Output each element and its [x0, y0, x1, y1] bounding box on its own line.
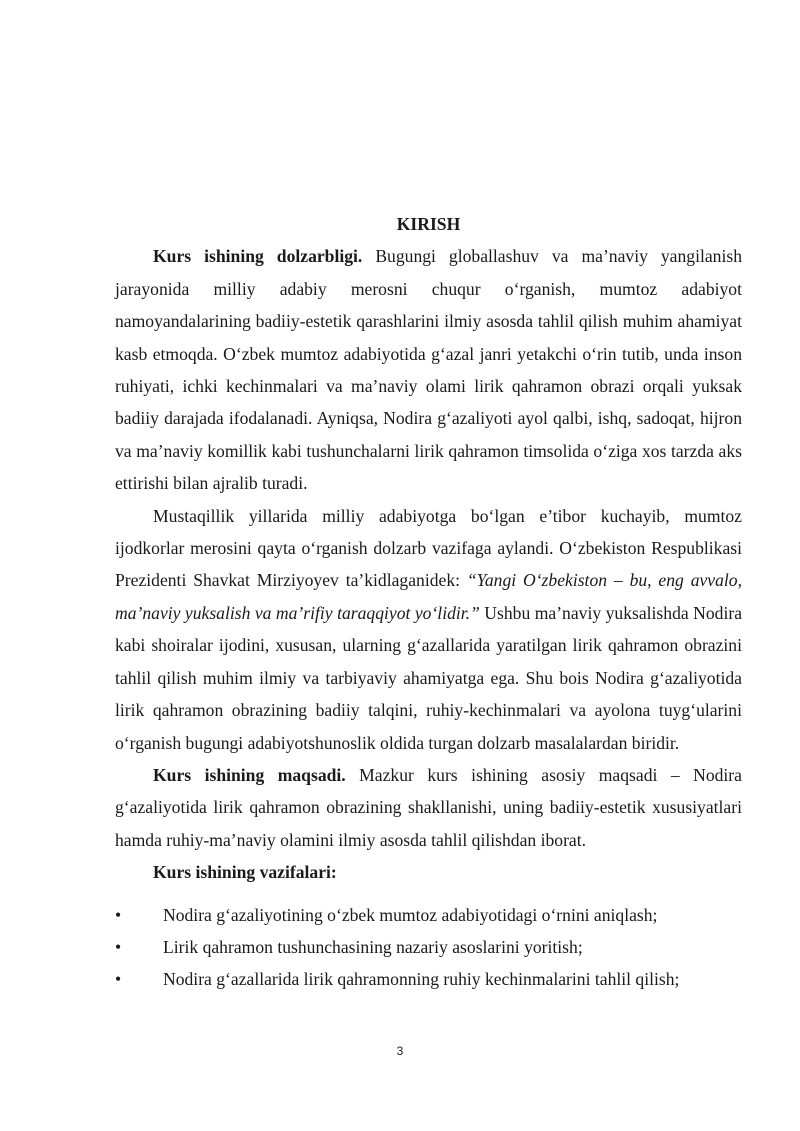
context-text-after: Ushbu ma’naviy yuksalishda Nodira kabi shoiralar ijodini, xususan, ularning g‘azallarida yaratilgan lirik qahramon obrazini tahlil qilish muhim ilmiy va tarbiyaviy ahamiyatga ega. Shu bois Nodira g‘azaliyotida lirik qahramon obrazining badiiy talqini, ruhiy-kechinmalari va ayolona tuyg‘ularini o‘rganish bugungi adabiyotshunoslik oldida turgan dolzarb masalalardan biridir. [115, 602, 742, 753]
list-item [115, 963, 742, 995]
task-text: Nodira g‘azallarida lirik qahramonning ruhiy kechinmalarini tahlil qilish; [163, 969, 680, 990]
goal-label: Kurs ishining maqsadi. [153, 764, 346, 785]
task-text: Lirik qahramon tushunchasining nazariy asoslarini yoritish; [163, 936, 583, 957]
page-number: 3 [396, 1044, 404, 1058]
bullet-icon: • [115, 904, 122, 925]
tasks-list [115, 899, 742, 996]
bullet-icon: • [115, 969, 122, 990]
section-title: KIRISH [396, 214, 461, 234]
task-text: Nodira g‘azaliyotining o‘zbek mumtoz adabiyotidagi o‘rnini aniqlash; [163, 904, 658, 925]
goal-text: Mazkur kurs ishining asosiy maqsadi – Nodira g‘azaliyotida lirik qahramon obrazining shakllanishi, uning badiiy-estetik xususiyatlari hamda ruhiy-ma’naviy olamini ilmiy asosda tahlil qilishdan iborat. [115, 764, 742, 850]
document-body [115, 208, 742, 996]
paragraph-relevance [115, 240, 742, 499]
list-item [115, 931, 742, 963]
paragraph-goal [115, 759, 742, 856]
context-text-before: Mustaqillik yillarida milliy adabiyotga bo‘lgan e’tibor kuchayib, mumtoz ijodkorlar merosini qayta o‘rganish dolzarb vazifaga aylandi. O‘zbekiston Respublikasi Prezidenti Shavkat Mirziyoyev ta’kidlaganidek: [115, 505, 742, 591]
tasks-heading: Kurs ishining vazifalari: [153, 862, 337, 883]
list-item [115, 899, 742, 931]
president-quote: “Yangi O‘zbekiston – bu, eng avvalo, ma’naviy yuksalish va ma’rifiy taraqqiyot yo‘lidir.” [115, 570, 742, 623]
relevance-text: Bugungi globallashuv va ma’naviy yangilanish jarayonida milliy adabiy merosni chuqur o‘rganish, mumtoz adabiyot namoyandalarining badiiy-estetik qarashlarini ilmiy asosda tahlil qilish muhim ahamiyat kasb etmoqda. O‘zbek mumtoz adabiyotida g‘azal janri yetakchi o‘rin tutib, unda inson ruhiyati, ichki kechinmalari va ma’naviy olami lirik qahramon obrazi orqali yuksak badiiy darajada ifodalanadi. Ayniqsa, Nodira g‘azaliyoti ayol qalbi, ishq, sadoqat, hijron va ma’naviy komillik kabi tushunchalarni lirik qahramon timsolida o‘ziga xos tarzda aks ettirishi bilan ajralib turadi. [115, 246, 742, 494]
bullet-icon: • [115, 936, 122, 957]
paragraph-context [115, 500, 742, 759]
relevance-label: Kurs ishining dolzarbligi. [153, 246, 363, 267]
